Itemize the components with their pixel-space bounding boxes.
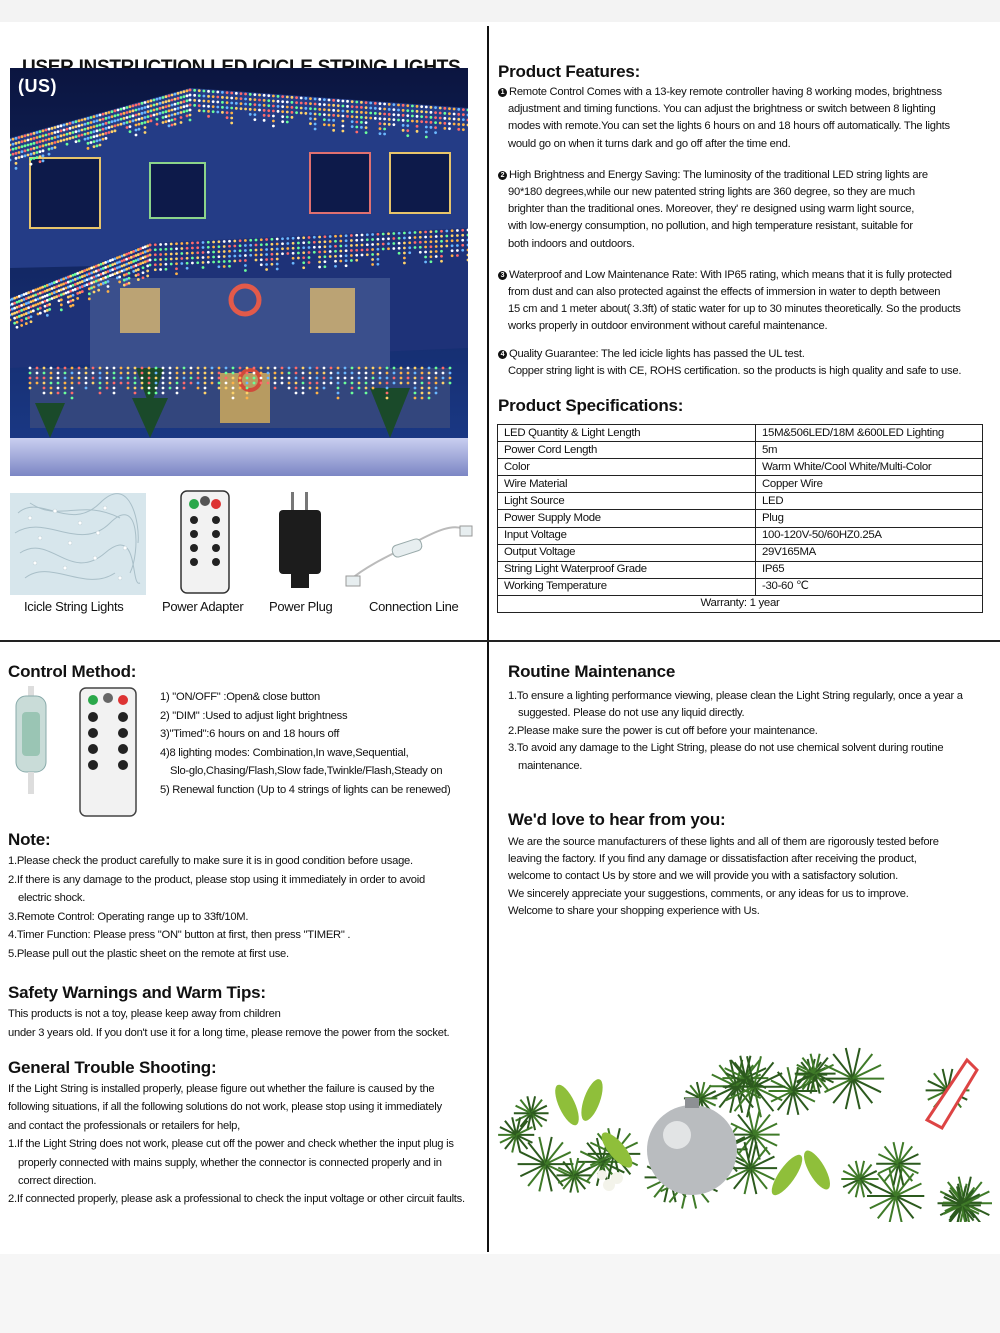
- christmas-greenery-image: [497, 1010, 992, 1222]
- maintenance-title: Routine Maintenance: [508, 662, 676, 681]
- table-row: Working Temperature -30-60 ℃: [498, 578, 983, 595]
- feature-item: 1 Remote Control Comes with a 13-key remote controller having 8 working modes, brightness adjustment and timing functions. You can adjust the brightness or switch between 8 lighting modes with remote.You can set the lights 6 hours on and 18 hours off automatically. The lights would go on when it turns dark and go off after the time end.: [498, 84, 993, 153]
- column-divider: [487, 26, 489, 1252]
- spec-table: [497, 424, 983, 613]
- accessory-label: Connection Line: [369, 599, 459, 614]
- safety-title: Safety Warnings and Warm Tips:: [8, 983, 266, 1002]
- feature-number: 4: [498, 350, 507, 359]
- table-row: Power Supply Mode Plug: [498, 510, 983, 527]
- table-row: Wire Material Copper Wire: [498, 476, 983, 493]
- maintenance-text: 1.To ensure a lighting performance viewing, please clean the Light String regularly, once a year a suggested. Please do not use any liquid directly. 2.Please make sure the power is cut off before your maintenance. 3.To avoid any damage to the Light String, please do not use chemical solvent during routine maintenance.: [508, 690, 963, 772]
- feature-number: 2: [498, 171, 507, 180]
- accessory-label: Power Plug: [269, 599, 333, 614]
- warranty-row: Warranty: 1 year: [498, 595, 983, 612]
- connection-line-icon: [344, 518, 474, 592]
- control-title: Control Method:: [8, 662, 137, 681]
- icicle-string-lights-icon: [10, 493, 146, 595]
- specs-title: Product Specifications:: [498, 396, 684, 415]
- note-title: Note:: [8, 830, 51, 849]
- table-row: Color Warm White/Cool White/Multi-Color: [498, 459, 983, 476]
- accessory-label: Icicle String Lights: [24, 599, 124, 614]
- feature-item: 4 Quality Guarantee: The led icicle lights has passed the UL test. Copper string light is with CE, ROHS certification. so the products is high quality and safe to use.: [498, 346, 993, 380]
- feature-item: 3 Waterproof and Low Maintenance Rate: With IP65 rating, which means that it is fully protected from dust and can also protected against the effects of immersion in water to depth between 15 cm and 1 meter about( 3.3ft) of static water for up to 30 minutes theoretically. So the products works properly in outdoor environment without careful maintenance.: [498, 267, 993, 336]
- table-row: String Light Waterproof Grade IP65: [498, 561, 983, 578]
- controller-box-icon: [14, 686, 48, 794]
- table-row: Light Source LED: [498, 493, 983, 510]
- hear-text: We are the source manufacturers of these lights and all of them are rigorously tested before leaving the factory. If you find any damage or dissatisfaction after receiving the product, welcome to contact Us by store and we will provide you with a satisfactory solution. We sincerely appreciate your suggestions, comments, or any ideas for us to improve. Welcome to share your shopping experience with Us.: [508, 836, 939, 917]
- top-margin: [0, 0, 1000, 22]
- table-row: Input Voltage 100-120V-50/60HZ0.25A: [498, 527, 983, 544]
- table-row: LED Quantity & Light Length 15M&506LED/18M &600LED Lighting: [498, 425, 983, 442]
- features-list: [498, 84, 993, 380]
- feature-number: 1: [498, 88, 507, 97]
- control-list: 1) "ON/OFF" :Open& close button 2) "DIM" :Used to adjust light brightness 3)"Timed":6 hours on and 18 hours off 4)8 lighting modes: Combination,In wave,Sequential, Slo-glo,Chasing/Flash,Slow fade,Twinkle/Flash,Steady on 5) Renewal function (Up to 4 strings of lights can be renewed): [160, 691, 451, 796]
- features-title: Product Features:: [498, 62, 641, 81]
- table-row: Output Voltage 29V165MA: [498, 544, 983, 561]
- table-row: Power Cord Length 5m: [498, 442, 983, 459]
- remote-control-icon: [79, 687, 137, 817]
- region-tag: (US): [18, 76, 57, 96]
- feature-item: 2 High Brightness and Energy Saving: The luminosity of the traditional LED string lights are 90*180 degrees,while our new patented string lights are 360 degree, so they are much brighter than the traditional ones. Moreover, they' re designed using warm light source, with low-energy consumption, no pollution, and high temperature resistant, suitable for both indoors and outdoors.: [498, 167, 993, 253]
- accessory-label: Power Adapter: [162, 599, 244, 614]
- row-divider: [0, 640, 1000, 642]
- house-lights-photo: [10, 68, 468, 476]
- power-plug-icon: [277, 492, 323, 592]
- safety-text: This products is not a toy, please keep away from children under 3 years old. If you don't use it for a long time, please remove the power from the socket.: [8, 1008, 450, 1039]
- trouble-title: General Trouble Shooting:: [8, 1058, 217, 1077]
- bottom-margin: [0, 1254, 1000, 1333]
- remote-control-icon: [180, 490, 230, 594]
- feature-number: 3: [498, 271, 507, 280]
- note-list: 1.Please check the product carefully to make sure it is in good condition before usage. 2.If there is any damage to the product, please stop using it immediately in order to avoid electric shock. 3.Remote Control: Operating range up to 33ft/10M. 4.Timer Function: Please press "ON" button at first, then press "TIMER" . 5.Please pull out the plastic sheet on the remote at first use.: [8, 855, 425, 960]
- trouble-text: If the Light String is installed properly, please figure out whether the failure is caused by the following situations, if all the following solutions do not work, please stop using it immediately and contact the professionals or retailers for help, 1.If the Light String does not work, please cut off the power and check whether the input plug is properly connected with mains supply, whether the connector is connected properly and in correct direction. 2.If connected properly, please ask a professional to check the input voltage or other circuit faults.: [8, 1083, 465, 1206]
- hear-title: We'd love to hear from you:: [508, 810, 726, 829]
